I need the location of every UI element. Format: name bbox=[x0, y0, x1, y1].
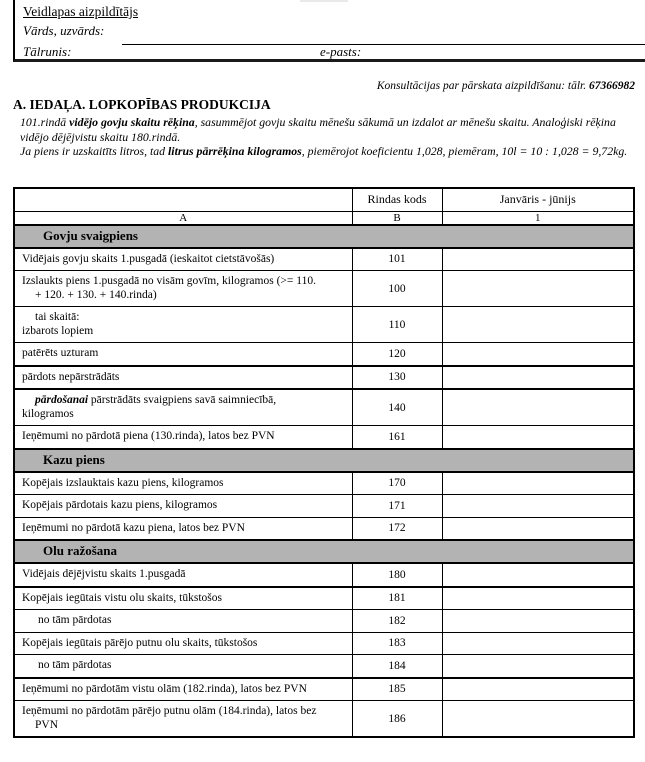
row-label-line bbox=[22, 289, 346, 303]
value-cell[interactable] bbox=[442, 307, 634, 343]
table-row bbox=[14, 610, 634, 633]
row-label bbox=[14, 678, 352, 701]
value-cell[interactable] bbox=[442, 248, 634, 271]
section-header: Govju svaigpiens bbox=[14, 225, 634, 248]
row-label-line bbox=[22, 253, 346, 267]
table-row bbox=[14, 343, 634, 366]
table-row bbox=[14, 563, 634, 587]
section-row bbox=[14, 449, 634, 472]
row-label-line bbox=[22, 325, 346, 339]
value-cell[interactable] bbox=[442, 366, 634, 390]
text-segment: kilogramos bbox=[22, 407, 74, 420]
row-code: 172 bbox=[352, 517, 442, 540]
text-segment: patērēts uzturam bbox=[22, 347, 99, 359]
value-cell[interactable] bbox=[442, 271, 634, 307]
row-label bbox=[14, 517, 352, 540]
row-code: 171 bbox=[352, 495, 442, 518]
row-label-line bbox=[22, 430, 346, 444]
report-table bbox=[13, 187, 635, 738]
text-segment: pārstrādāts svaigpiens savā saimniecībā, bbox=[88, 394, 277, 406]
table-row bbox=[14, 701, 634, 738]
row-label-line bbox=[22, 347, 346, 361]
section-a-heading: A. IEDAĻA. LOPKOPĪBAS PRODUKCIJA bbox=[13, 97, 271, 112]
intro-paragraph bbox=[20, 115, 637, 144]
table-row bbox=[14, 678, 634, 701]
table-row bbox=[14, 248, 634, 271]
row-label-line bbox=[22, 719, 346, 733]
text-segment: tai skaitā: bbox=[35, 311, 80, 323]
value-cell[interactable] bbox=[442, 610, 634, 633]
row-label-line bbox=[22, 614, 346, 628]
text-segment: pārdošanai bbox=[35, 394, 89, 406]
section-header: Olu ražošana bbox=[14, 540, 634, 563]
table-row bbox=[14, 366, 634, 390]
row-label-line bbox=[22, 683, 346, 697]
phone-label: Tālrunis: bbox=[23, 44, 72, 59]
text-segment: no tām pārdotas bbox=[38, 614, 112, 626]
row-code: 120 bbox=[352, 343, 442, 366]
row-label bbox=[14, 610, 352, 633]
row-label bbox=[14, 655, 352, 678]
form-filler-box bbox=[13, 0, 645, 62]
row-label-line bbox=[22, 522, 346, 536]
subheader-b: B bbox=[352, 211, 442, 225]
row-code: 183 bbox=[352, 632, 442, 655]
row-code: 130 bbox=[352, 366, 442, 390]
section-row bbox=[14, 540, 634, 563]
row-label bbox=[14, 248, 352, 271]
text-segment: Izslaukts piens 1.pusgadā no visām govīm, kilogramos (>= 110. bbox=[22, 275, 316, 287]
subheader-a: A bbox=[14, 211, 352, 225]
table-row bbox=[14, 271, 634, 307]
text-segment: Vidējais dējējvistu skaits 1.pusgadā bbox=[22, 568, 186, 580]
subheader-1: 1 bbox=[442, 211, 634, 225]
value-cell[interactable] bbox=[442, 563, 634, 587]
value-cell[interactable] bbox=[442, 632, 634, 655]
row-code: 184 bbox=[352, 655, 442, 678]
table-row bbox=[14, 655, 634, 678]
text-segment: Ieņēmumi no pārdotām vistu olām (182.rinda), latos bez PVN bbox=[22, 682, 307, 695]
value-cell[interactable] bbox=[442, 655, 634, 678]
email-label: e-pasts: bbox=[320, 44, 362, 59]
table-row bbox=[14, 495, 634, 518]
text-segment: Ja piens ir uzskaitīts litros, tad bbox=[20, 144, 169, 159]
text-segment: izbarots lopiem bbox=[22, 324, 94, 337]
name-fill-line[interactable] bbox=[122, 44, 645, 45]
row-label-line bbox=[22, 275, 346, 289]
section-row bbox=[14, 225, 634, 248]
row-label-line bbox=[22, 311, 346, 325]
row-code: 110 bbox=[352, 307, 442, 343]
value-cell[interactable] bbox=[442, 472, 634, 495]
row-code: 140 bbox=[352, 389, 442, 426]
text-segment: Ieņēmumi no pārdotā kazu piena, latos bez PVN bbox=[22, 521, 245, 534]
text-segment: + 120. + 130. + 140.rinda) bbox=[35, 288, 157, 301]
text-segment: 101.rindā bbox=[20, 115, 70, 129]
value-cell[interactable] bbox=[442, 701, 634, 738]
name-label: Vārds, uzvārds: bbox=[23, 23, 105, 38]
row-label-line bbox=[22, 637, 346, 651]
row-label bbox=[14, 343, 352, 366]
row-label-line bbox=[22, 705, 346, 719]
table-row bbox=[14, 307, 634, 343]
consultation-text: Konsultācijas par pārskata aizpildīšanu: tālr. bbox=[376, 80, 589, 92]
value-cell[interactable] bbox=[442, 587, 634, 610]
row-label bbox=[14, 563, 352, 587]
row-code: 180 bbox=[352, 563, 442, 587]
instructions bbox=[20, 115, 637, 159]
text-segment: vidējo govju skaitu rēķina bbox=[69, 115, 195, 129]
consultation-note bbox=[377, 80, 635, 92]
text-segment: pārdots nepārstrādāts bbox=[22, 370, 120, 383]
text-segment: Kopējais izslauktais kazu piens, kilogramos bbox=[22, 476, 224, 489]
row-label-line bbox=[22, 477, 346, 491]
intro-paragraph bbox=[20, 144, 637, 159]
value-cell[interactable] bbox=[442, 495, 634, 518]
row-label-line bbox=[22, 408, 346, 422]
row-label-line bbox=[22, 371, 346, 385]
text-segment: litrus pārrēķina kilogramos bbox=[168, 144, 302, 159]
table-subheader-row bbox=[14, 211, 634, 225]
row-code: 100 bbox=[352, 271, 442, 307]
value-cell[interactable] bbox=[442, 343, 634, 366]
row-code: 181 bbox=[352, 587, 442, 610]
row-label bbox=[14, 307, 352, 343]
scan-artifact bbox=[300, 0, 348, 2]
header-rindas-kods: Rindas kods bbox=[352, 188, 442, 211]
row-label bbox=[14, 271, 352, 307]
row-label bbox=[14, 587, 352, 610]
text-segment: Kopējais iegūtais vistu olu skaits, tūkstošos bbox=[22, 591, 222, 604]
section-header: Kazu piens bbox=[14, 449, 634, 472]
value-cell[interactable] bbox=[442, 517, 634, 540]
text-segment: no tām pārdotas bbox=[38, 659, 112, 671]
value-cell[interactable] bbox=[442, 678, 634, 701]
row-code: 186 bbox=[352, 701, 442, 738]
text-segment: Ieņēmumi no pārdotā piena (130.rinda), latos bez PVN bbox=[22, 430, 275, 442]
row-label bbox=[14, 366, 352, 390]
value-cell[interactable] bbox=[442, 426, 634, 449]
row-label bbox=[14, 701, 352, 738]
table-row bbox=[14, 632, 634, 655]
header-empty-cell bbox=[14, 188, 352, 211]
text-segment: Kopējais pārdotais kazu piens, kilogramos bbox=[22, 499, 218, 511]
row-label-line bbox=[22, 568, 346, 582]
table-row bbox=[14, 426, 634, 449]
table-row bbox=[14, 517, 634, 540]
text-segment: Ieņēmumi no pārdotām pārējo putnu olām (184.rinda), latos bez bbox=[22, 705, 317, 717]
table-header-row bbox=[14, 188, 634, 211]
row-label bbox=[14, 632, 352, 655]
row-code: 182 bbox=[352, 610, 442, 633]
row-label bbox=[14, 426, 352, 449]
table-row bbox=[14, 472, 634, 495]
row-label bbox=[14, 472, 352, 495]
row-code: 185 bbox=[352, 678, 442, 701]
row-label-line bbox=[22, 592, 346, 606]
value-cell[interactable] bbox=[442, 389, 634, 426]
row-code: 101 bbox=[352, 248, 442, 271]
text-segment: Kopējais iegūtais pārējo putnu olu skaits, tūkstošos bbox=[22, 636, 258, 649]
table-row bbox=[14, 587, 634, 610]
text-segment: Vidējais govju skaits 1.pusgadā (ieskaitot cietstāvošās) bbox=[22, 252, 275, 265]
row-label-line bbox=[22, 499, 346, 513]
row-code: 170 bbox=[352, 472, 442, 495]
text-segment: PVN bbox=[35, 718, 59, 731]
row-code: 161 bbox=[352, 426, 442, 449]
consultation-phone: 67366982 bbox=[589, 80, 635, 92]
row-label bbox=[14, 495, 352, 518]
row-label-line bbox=[22, 394, 346, 408]
text-segment: , piemērojot koeficientu 1,028, piemēram, 10l = 10 : 1,028 = 9,72kg. bbox=[301, 144, 628, 159]
text-segment: , sasummējot govju skaitu mēnešu sākumā un izdalot ar mēnešu skaitu. Analoģiski rēķina vidējo dējējvistu skaitu 180.rindā. bbox=[20, 115, 616, 144]
row-label bbox=[14, 389, 352, 426]
table-row bbox=[14, 389, 634, 426]
header-janvaris-junijs: Janvāris - jūnijs bbox=[442, 188, 634, 211]
form-filler-title: Veidlapas aizpildītājs bbox=[23, 4, 139, 19]
row-label-line bbox=[22, 659, 346, 673]
